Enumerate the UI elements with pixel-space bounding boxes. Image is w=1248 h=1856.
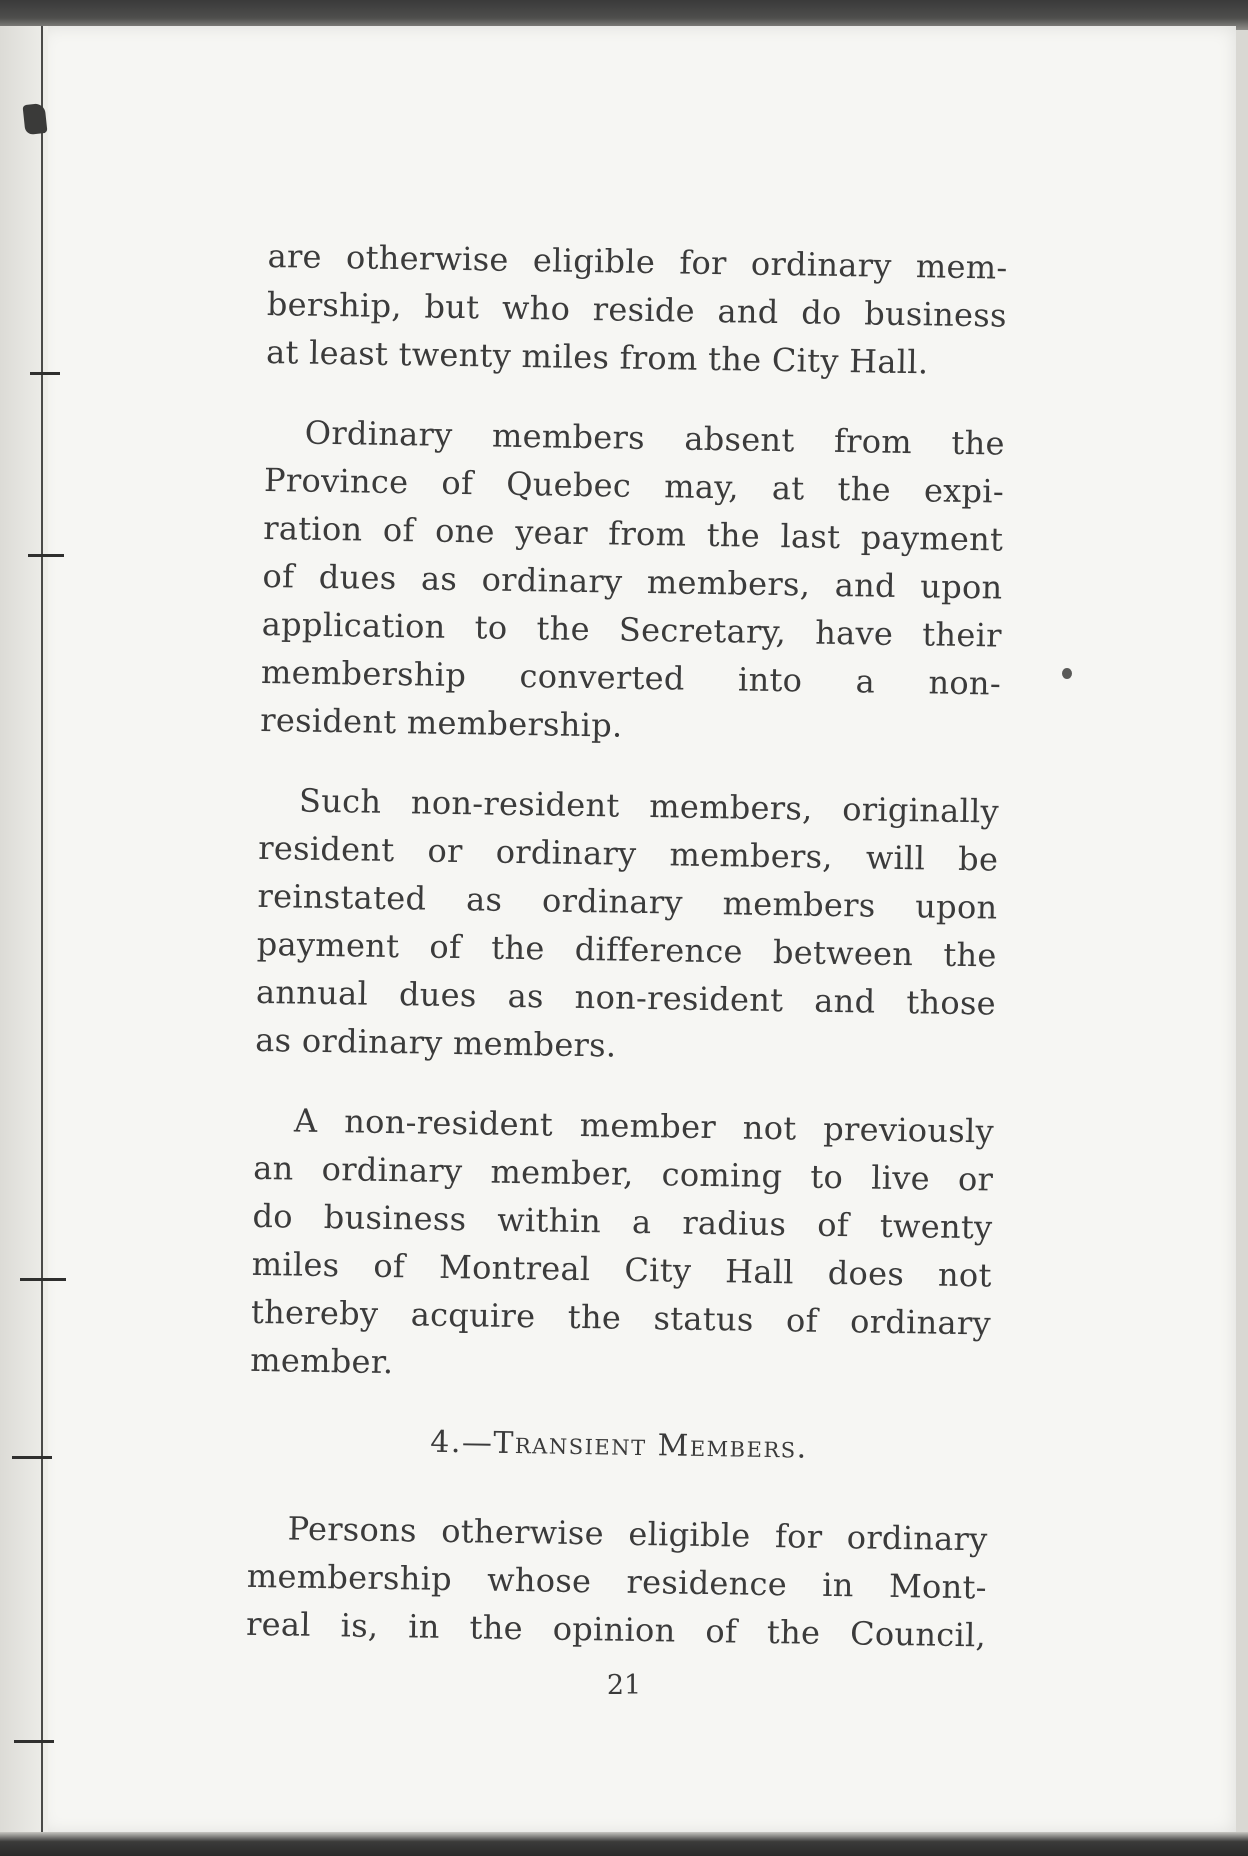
text-line: an ordinary member, coming to live or bbox=[252, 1148, 994, 1199]
scan-bottom-edge bbox=[0, 1832, 1248, 1856]
ink-blot-mark bbox=[22, 103, 47, 135]
binding-tick bbox=[20, 1278, 66, 1281]
binding-tick bbox=[30, 372, 60, 375]
section-number: 4.— bbox=[430, 1424, 494, 1461]
paragraph-4 bbox=[250, 1096, 994, 1396]
paragraph-2 bbox=[260, 408, 1005, 756]
text-line: annual dues as non-resident and those bbox=[255, 972, 997, 1023]
text-line: payment of the difference between the bbox=[256, 924, 998, 975]
text-line: of dues as ordinary members, and upon bbox=[262, 556, 1003, 607]
text-line: membership whose residence in Mont- bbox=[246, 1556, 988, 1607]
dust-speck bbox=[1062, 668, 1072, 679]
text-line: Ordinary members absent from the bbox=[304, 413, 1006, 463]
text-line: membership converted into a non- bbox=[260, 652, 1002, 703]
binding-tick bbox=[12, 1456, 52, 1459]
text-line: real is, in the opinion of the Council, bbox=[245, 1604, 987, 1655]
paragraph-3 bbox=[255, 776, 999, 1076]
text-line: at least twenty miles from the City Hall. bbox=[265, 332, 929, 382]
text-line: bership, but who reside and do business bbox=[266, 284, 1008, 335]
text-line: resident or ordinary members, will be bbox=[258, 828, 999, 879]
paragraph-5 bbox=[246, 1504, 988, 1660]
text-line: thereby acquire the status of ordinary bbox=[250, 1292, 992, 1343]
binding-tick bbox=[28, 554, 64, 557]
text-line: A non-resident member not previously bbox=[293, 1101, 995, 1151]
text-line: member. bbox=[249, 1340, 394, 1382]
text-line: Persons otherwise eligible for ordinary bbox=[287, 1509, 988, 1559]
body-text bbox=[245, 232, 1008, 1691]
text-line: reinstated as ordinary members upon bbox=[257, 876, 998, 927]
text-line: ration of one year from the last payment bbox=[263, 508, 1004, 559]
text-line: resident membership. bbox=[260, 700, 623, 745]
text-line: application to the Secretary, have their bbox=[261, 604, 1003, 655]
text-line: do business within a radius of twenty bbox=[252, 1196, 993, 1247]
section-title: Transient Members. bbox=[493, 1425, 808, 1466]
text-line: as ordinary members. bbox=[255, 1020, 617, 1065]
binding-tick bbox=[14, 1740, 54, 1743]
text-line: miles of Montreal City Hall does not bbox=[251, 1244, 992, 1295]
paragraph-1 bbox=[266, 232, 1008, 388]
binding-line bbox=[41, 26, 43, 1834]
text-line: are otherwise eligible for ordinary mem- bbox=[267, 236, 1008, 287]
text-line: Province of Quebec may, at the expi- bbox=[263, 460, 1005, 511]
section-heading bbox=[249, 1416, 990, 1476]
text-line: Such non-resident members, originally bbox=[298, 781, 1000, 831]
page-number: 21 bbox=[606, 1670, 642, 1701]
